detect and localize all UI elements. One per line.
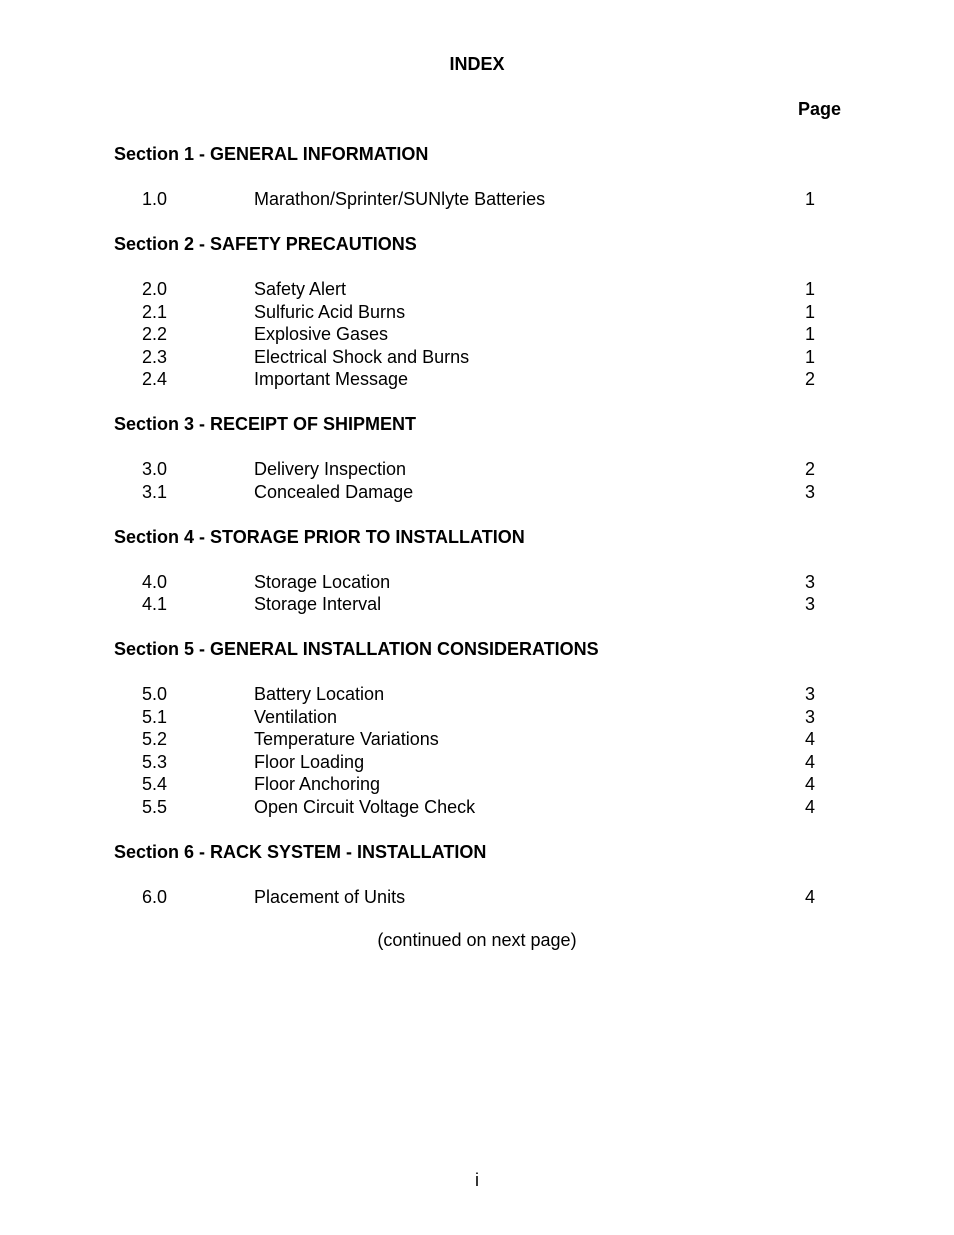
- toc-entry: [114, 886, 824, 909]
- entry-page: 3: [804, 684, 815, 704]
- entry-number: 5.3: [142, 751, 168, 772]
- section-heading: Section 1 - GENERAL INFORMATION: [114, 144, 429, 164]
- entry-page: 1: [804, 301, 815, 322]
- entry-title: Important Message: [254, 369, 409, 389]
- entry-title: Ventilation: [254, 706, 338, 727]
- entry-title: Floor Loading: [254, 751, 365, 772]
- entry-title: Floor Anchoring: [254, 774, 381, 794]
- toc-section-5: [114, 638, 824, 818]
- toc-section-4: [114, 526, 824, 616]
- entry-title: Placement of Units: [254, 886, 406, 907]
- entry-number: 2.0: [142, 279, 168, 299]
- entry-title: Electrical Shock and Burns: [254, 346, 470, 367]
- toc-section-6: [114, 841, 824, 909]
- entry-number: 1.0: [142, 189, 168, 209]
- entry-page: 1: [804, 346, 815, 367]
- entry-page: 2: [804, 459, 815, 479]
- section-heading: Section 6 - RACK SYSTEM - INSTALLATION: [114, 841, 487, 862]
- entry-page: 1: [804, 189, 815, 209]
- continued-note: (continued on next page): [377, 930, 577, 950]
- section-heading: Section 4 - STORAGE PRIOR TO INSTALLATION: [114, 526, 525, 547]
- entry-page: 2: [804, 369, 815, 389]
- entry-page: 3: [804, 571, 815, 592]
- toc-entry: [114, 458, 824, 481]
- entry-number: 5.5: [142, 796, 168, 817]
- toc-entry: [114, 301, 824, 324]
- entry-page: 4: [804, 886, 815, 907]
- entry-title: Storage Location: [254, 571, 391, 592]
- toc-entry: [114, 278, 824, 301]
- toc-entry: [114, 481, 824, 504]
- entry-title: Marathon/Sprinter/SUNlyte Batteries: [254, 189, 546, 209]
- entry-title: Sulfuric Acid Burns: [254, 301, 406, 322]
- entry-page: 1: [804, 324, 815, 344]
- toc-entry: [114, 593, 824, 616]
- entry-number: 5.0: [142, 684, 168, 704]
- table-of-contents: [114, 143, 824, 931]
- entry-number: 5.4: [142, 774, 168, 794]
- entry-page: 4: [804, 751, 815, 772]
- toc-entry: [114, 728, 824, 751]
- section-heading: Section 2 - SAFETY PRECAUTIONS: [114, 234, 417, 254]
- entry-number: 2.2: [142, 324, 168, 344]
- toc-section-3: [114, 413, 824, 503]
- entry-page: 4: [804, 774, 815, 794]
- entry-page: 3: [804, 706, 815, 727]
- entry-number: 4.0: [142, 571, 168, 592]
- entry-number: 5.1: [142, 706, 168, 727]
- toc-entry: [114, 346, 824, 369]
- entry-title: Explosive Gases: [254, 324, 389, 344]
- section-heading: Section 5 - GENERAL INSTALLATION CONSIDERATIONS: [114, 639, 599, 659]
- toc-section-1: [114, 143, 824, 211]
- toc-entry: [114, 751, 824, 774]
- entry-number: 2.4: [142, 369, 168, 389]
- entry-title: Temperature Variations: [254, 729, 439, 749]
- section-heading: Section 3 - RECEIPT OF SHIPMENT: [114, 414, 417, 434]
- toc-entry: [114, 706, 824, 729]
- entry-title: Storage Interval: [254, 594, 382, 614]
- toc-entry: [114, 571, 824, 594]
- toc-entry: [114, 188, 824, 211]
- entry-page: 1: [804, 279, 815, 299]
- entry-title: Concealed Damage: [254, 481, 414, 502]
- entry-title: Safety Alert: [254, 279, 347, 299]
- entry-page: 4: [804, 796, 815, 817]
- entry-page: 3: [804, 481, 815, 502]
- entry-number: 6.0: [142, 886, 168, 907]
- toc-entry: [114, 683, 824, 706]
- entry-number: 3.1: [142, 481, 168, 502]
- entry-title: Open Circuit Voltage Check: [254, 796, 476, 817]
- entry-number: 3.0: [142, 459, 168, 479]
- toc-entry: [114, 368, 824, 391]
- page-column-label: Page: [797, 99, 841, 119]
- toc-entry: [114, 796, 824, 819]
- page-number: i: [475, 1170, 479, 1190]
- toc-entry: [114, 323, 824, 346]
- entry-number: 5.2: [142, 729, 168, 749]
- entry-title: Delivery Inspection: [254, 459, 407, 479]
- entry-number: 4.1: [142, 594, 168, 614]
- entry-page: 4: [804, 729, 815, 749]
- entry-page: 3: [804, 594, 815, 614]
- toc-section-2: [114, 233, 824, 391]
- entry-title: Battery Location: [254, 684, 385, 704]
- entry-number: 2.3: [142, 346, 168, 367]
- document-title: INDEX: [449, 54, 505, 74]
- entry-number: 2.1: [142, 301, 168, 322]
- toc-entry: [114, 773, 824, 796]
